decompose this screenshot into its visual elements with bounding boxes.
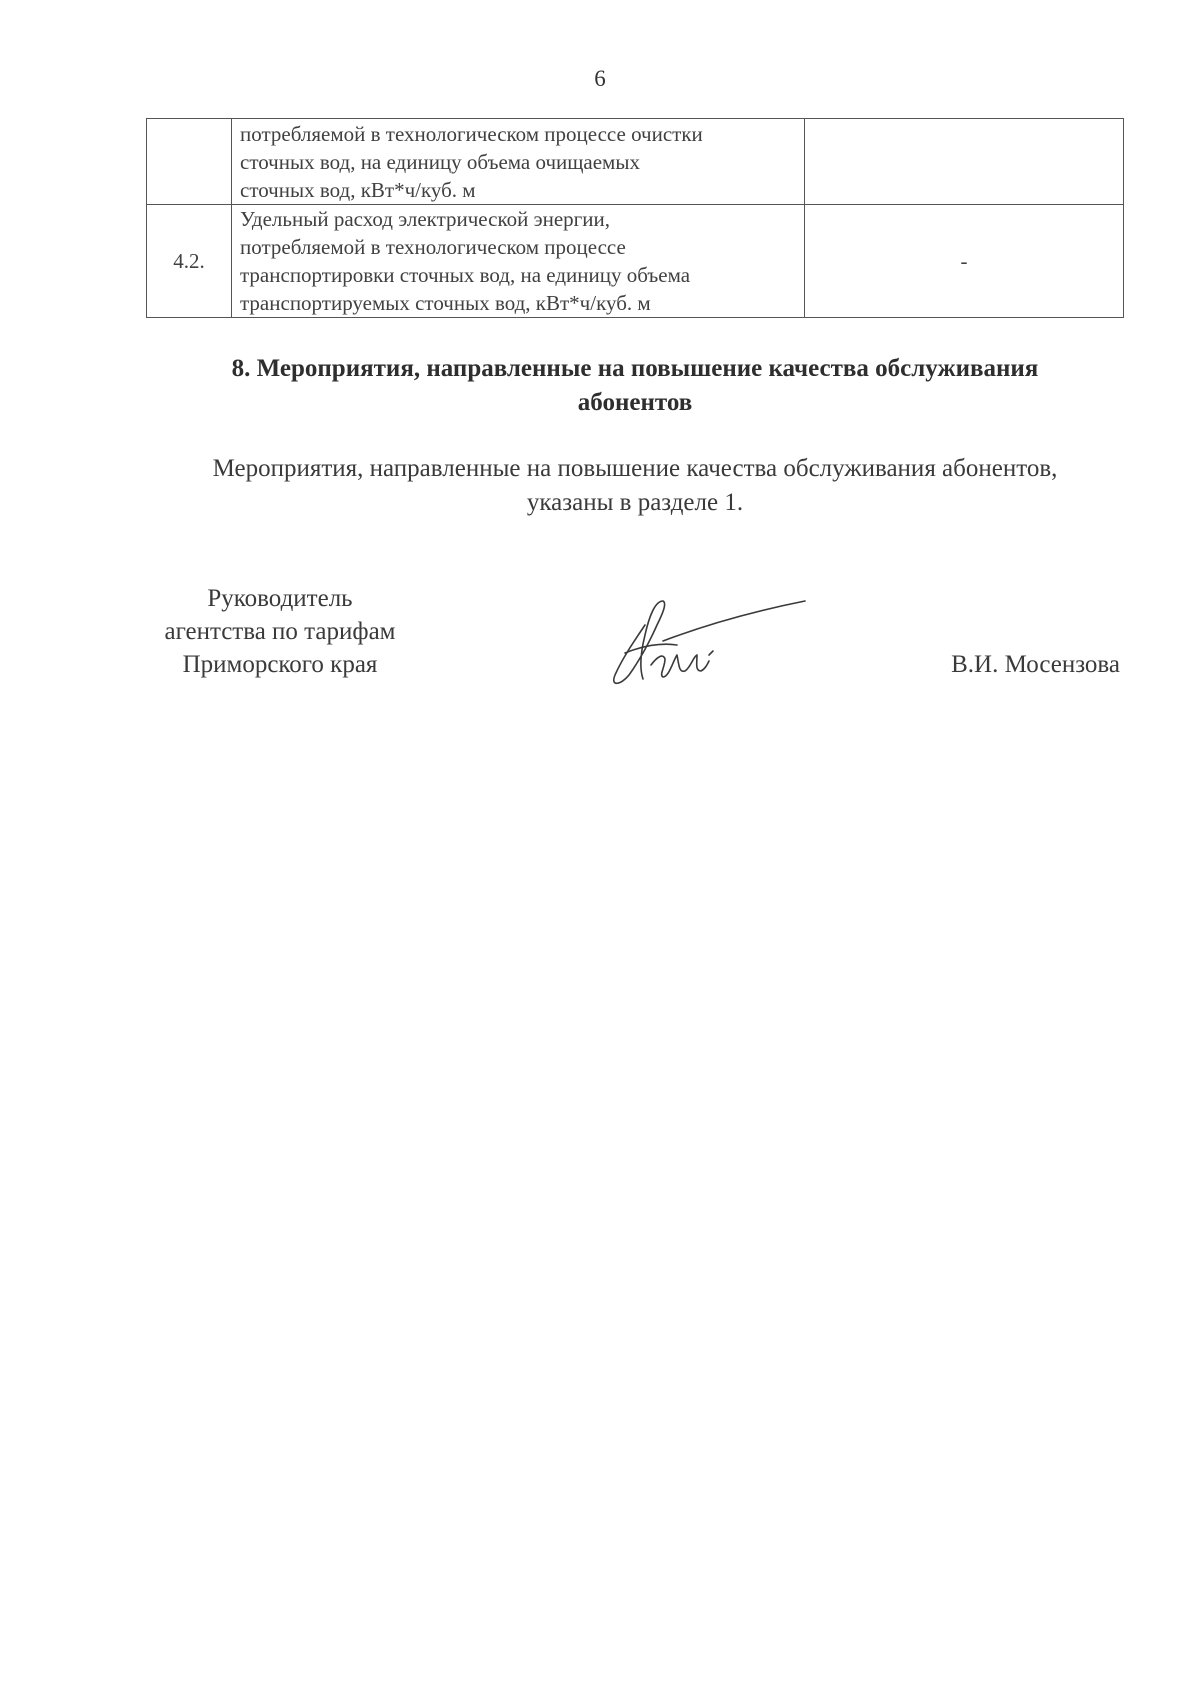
table-row: [147, 119, 1124, 205]
description-line: транспортировки сточных вод, на единицу объема: [240, 263, 691, 287]
section-heading-line: 8. Мероприятия, направленные на повышение качества обслуживания: [231, 355, 1039, 382]
row-description-cell: [232, 205, 805, 318]
section-heading-line: абонентов: [577, 389, 693, 416]
row-value-cell: -: [805, 205, 1124, 318]
description-line: сточных вод, на единицу объема очищаемых: [240, 149, 640, 174]
description-line: потребляемой в технологическом процессе очистки: [240, 121, 703, 146]
section-body-line: Мероприятия, направленные на повышение качества обслуживания абонентов,: [212, 455, 1058, 482]
signer-name: В.И. Мосензова: [951, 651, 1120, 678]
row-number-cell: 4.2.: [147, 205, 232, 318]
row-value-cell: [805, 119, 1124, 205]
description-line: Удельный расход электрической энергии,: [240, 207, 611, 231]
description-line: транспортируемых сточных вод, кВт*ч/куб. м: [240, 291, 651, 315]
description-line: сточных вод, кВт*ч/куб. м: [240, 177, 476, 202]
table-row: [147, 205, 1124, 318]
description-line: потребляемой в технологическом процессе: [240, 235, 626, 259]
section-body: [146, 452, 1124, 520]
section-heading: [146, 352, 1124, 420]
indicators-table: [146, 118, 1124, 318]
signer-title-line: агентства по тарифам: [164, 618, 396, 645]
signer-title-line: Приморского края: [182, 651, 378, 678]
page-number: 6: [594, 66, 606, 91]
row-description-cell: [232, 119, 805, 205]
row-number-cell: [147, 119, 232, 205]
signer-title: [130, 582, 430, 681]
signer-title-line: Руководитель: [207, 585, 353, 612]
handwritten-signature: [605, 595, 815, 695]
section-body-line: указаны в разделе 1.: [526, 489, 744, 516]
